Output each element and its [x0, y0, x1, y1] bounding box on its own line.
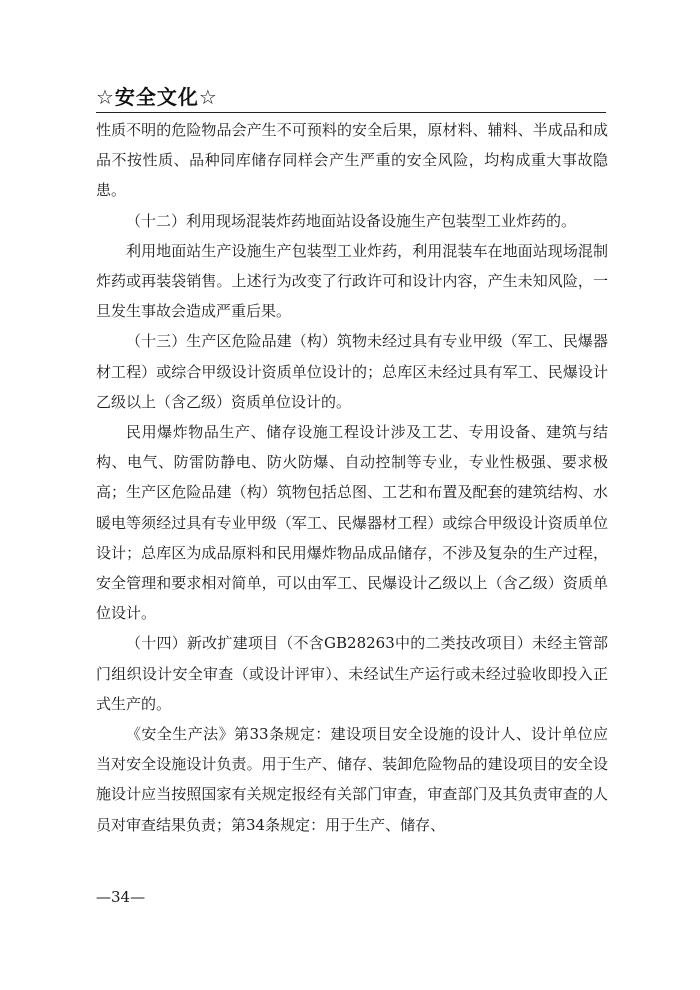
- body-text: [96, 115, 608, 840]
- paragraph: 性质不明的危险物品会产生不可预料的安全后果，原材料、辅料、半成品和成品不按性质、品种同库储存同样会产生严重的安全风险，均构成重大事故隐患。: [96, 121, 608, 200]
- paragraph: 民用爆炸物品生产、储存设施工程设计涉及工艺、专用设备、建筑与结构、电气、防雷防静电、防火防爆、自动控制等专业，专业性极强、要求极高；生产区危险品建（构）筑物包括总图、工艺和布置及配套的建筑结构、水暖电等须经过具有专业甲级（军工、民爆器材工程）或综合甲级设计资质单位设计；总库区为成品原料和民用爆炸物品成品储存，不涉及复杂的生产过程，安全管理和要求相对简单，可以由军工、民爆设计乙级以上（含乙级）资质单位设计。: [96, 423, 608, 623]
- paragraph: 《安全生产法》第33条规定：建设项目安全设施的设计人、设计单位应当对安全设施设计负责。用于生产、储存、装卸危险物品的建设项目的安全设施设计应当按照国家有关规定报经有关部门审查，审查部门及其负责审查的人员对审查结果负责；第34条规定：用于生产、储存、: [96, 725, 608, 834]
- header-title: ☆安全文化☆: [96, 85, 218, 109]
- paragraph: （十三）生产区危险品建（构）筑物未经过具有专业甲级（军工、民爆器材工程）或综合甲级设计资质单位设计的；总库区未经过具有军工、民爆设计乙级以上（含乙级）资质单位设计的。: [96, 332, 608, 411]
- running-header: [96, 80, 606, 113]
- paragraph: （十四）新改扩建项目（不含GB28263中的二类技改项目）未经主管部门组织设计安全审查（或设计评审）、未经试生产运行或未经过验收即投入正式生产的。: [96, 634, 608, 713]
- paragraph: 利用地面站生产设施生产包装型工业炸药，利用混装车在地面站现场混制炸药或再装袋销售。上述行为改变了行政许可和设计内容，产生未知风险，一旦发生事故会造成严重后果。: [96, 241, 608, 321]
- paragraph: （十二）利用现场混装炸药地面站设备设施生产包装型工业炸药的。: [126, 211, 577, 230]
- page-number: —34—: [96, 888, 146, 906]
